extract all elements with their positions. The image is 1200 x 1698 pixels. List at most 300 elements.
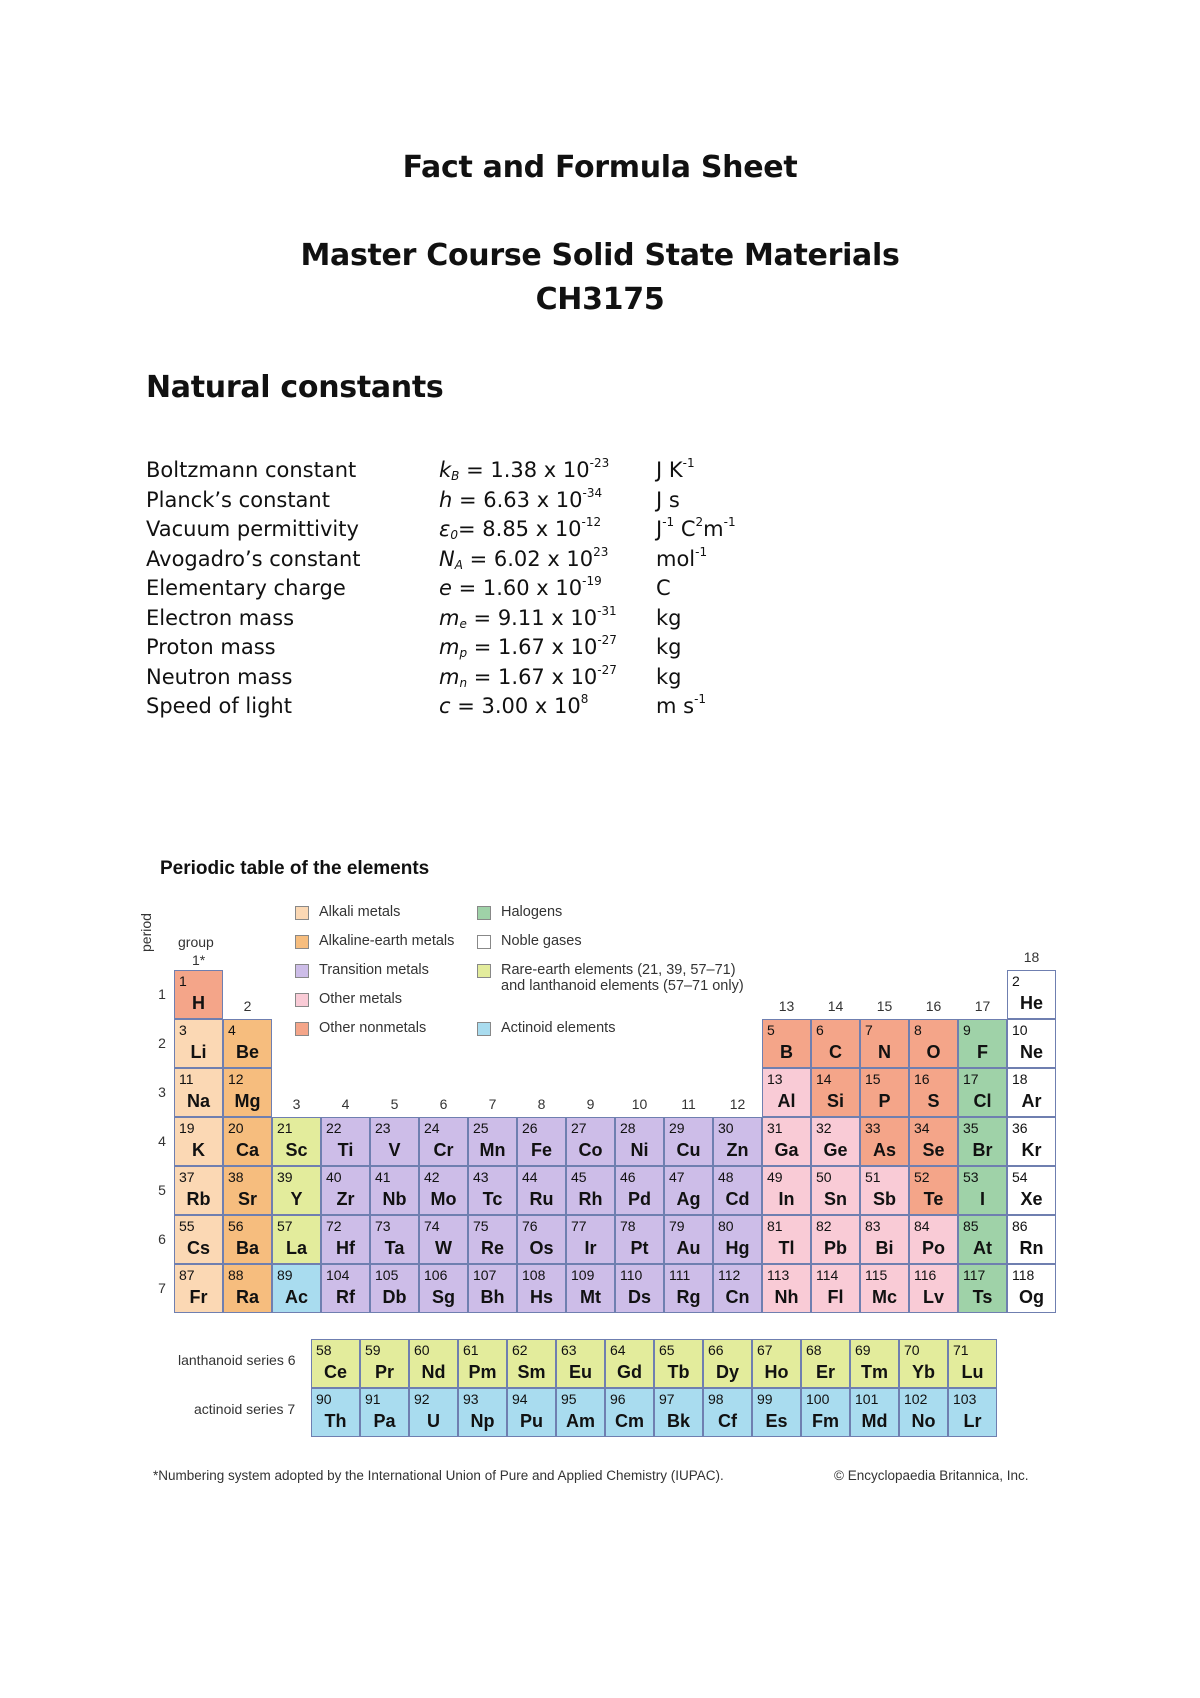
constant-name: Boltzmann constant xyxy=(146,458,357,482)
unit-text: kg xyxy=(656,664,682,689)
element-symbol: Og xyxy=(1019,1287,1044,1307)
actinoid-cell xyxy=(458,1388,507,1437)
constant-symbol-subscript: 0 xyxy=(450,528,458,542)
group-number: 2 xyxy=(243,998,252,1014)
group-number: 14 xyxy=(827,998,844,1014)
actinoid-cell xyxy=(507,1388,556,1437)
group-number: 11 xyxy=(681,1096,696,1112)
element-cell xyxy=(370,1215,419,1264)
element-cell xyxy=(419,1117,468,1166)
atomic-number: 90 xyxy=(316,1391,332,1407)
element-cell xyxy=(1007,970,1056,1019)
atomic-number: 8 xyxy=(914,1022,922,1038)
element-symbol: C xyxy=(829,1042,842,1062)
actinoid-cell xyxy=(801,1388,850,1437)
element-symbol: Li xyxy=(190,1042,207,1062)
element-symbol: Hs xyxy=(529,1287,553,1307)
atomic-number: 9 xyxy=(963,1022,971,1038)
atomic-number: 4 xyxy=(228,1022,236,1038)
element-symbol: Hg xyxy=(725,1238,750,1258)
element-symbol: Er xyxy=(815,1362,835,1382)
constant-mantissa: 6.63 x 10 xyxy=(483,487,583,512)
atomic-number: 85 xyxy=(963,1218,979,1234)
element-cell xyxy=(174,1215,223,1264)
lanthanoid-cell xyxy=(899,1339,948,1388)
lanthanoid-cell xyxy=(654,1339,703,1388)
element-symbol: Br xyxy=(972,1140,993,1160)
legend-swatch xyxy=(295,935,309,949)
constant-symbol: k xyxy=(439,458,452,482)
group-number: 4 xyxy=(341,1096,350,1112)
element-symbol: No xyxy=(911,1411,936,1431)
atomic-number: 77 xyxy=(571,1218,587,1234)
atomic-number: 107 xyxy=(473,1267,497,1283)
atomic-number: 48 xyxy=(718,1169,734,1185)
element-symbol: Na xyxy=(186,1091,210,1111)
lanthanoid-cell xyxy=(948,1339,997,1388)
legend-label: Noble gases xyxy=(501,933,582,949)
element-symbol: Ts xyxy=(972,1287,993,1307)
lanthanoid-cell xyxy=(752,1339,801,1388)
element-symbol: Sr xyxy=(237,1189,257,1209)
atomic-number: 83 xyxy=(865,1218,881,1234)
atomic-number: 66 xyxy=(708,1342,724,1358)
constant-symbol-subscript: e xyxy=(459,616,467,631)
period-number: 4 xyxy=(158,1133,166,1149)
element-symbol: Cf xyxy=(718,1411,737,1431)
element-cell xyxy=(664,1166,713,1215)
constant-exponent: 23 xyxy=(593,544,609,559)
element-cell xyxy=(272,1264,321,1313)
element-symbol: Ir xyxy=(584,1238,597,1258)
constant-name: Neutron mass xyxy=(146,664,293,689)
constant-value: $N_A = 6.02$ x $10^{23}$ xyxy=(439,544,609,572)
actinoid-cell xyxy=(752,1388,801,1437)
actinoid-cell xyxy=(654,1388,703,1437)
element-symbol: Hf xyxy=(336,1238,355,1258)
element-cell xyxy=(909,1117,958,1166)
atomic-number: 99 xyxy=(757,1391,773,1407)
element-cell xyxy=(223,1117,272,1166)
element-symbol: Cm xyxy=(614,1411,644,1431)
unit-text: mol xyxy=(656,546,696,571)
element-cell xyxy=(517,1117,566,1166)
atomic-number: 7 xyxy=(865,1022,873,1038)
element-cell xyxy=(566,1264,615,1313)
atomic-number: 102 xyxy=(904,1391,928,1407)
element-symbol: Pr xyxy=(374,1362,394,1382)
atomic-number: 89 xyxy=(277,1267,293,1283)
atomic-number: 54 xyxy=(1012,1169,1028,1185)
element-symbol: At xyxy=(973,1238,992,1258)
element-symbol: Cn xyxy=(725,1287,750,1307)
constant-symbol: m xyxy=(439,605,460,630)
element-symbol: Cl xyxy=(973,1091,992,1111)
atomic-number: 63 xyxy=(561,1342,577,1358)
element-cell xyxy=(860,1019,909,1068)
atomic-number: 116 xyxy=(914,1267,937,1283)
atomic-number: 42 xyxy=(424,1169,440,1185)
atomic-number: 79 xyxy=(669,1218,685,1234)
element-cell xyxy=(566,1117,615,1166)
element-symbol: Xe xyxy=(1020,1189,1043,1209)
element-symbol: Bi xyxy=(875,1238,894,1258)
element-cell xyxy=(762,1019,811,1068)
atomic-number: 49 xyxy=(767,1169,783,1185)
element-symbol: In xyxy=(778,1189,795,1209)
copyright-notice: © Encyclopaedia Britannica, Inc. xyxy=(834,1468,1029,1483)
period-number: 1 xyxy=(158,986,166,1002)
actinoid-series-label: actinoid series 7 xyxy=(194,1401,296,1417)
atomic-number: 98 xyxy=(708,1391,724,1407)
element-cell xyxy=(517,1215,566,1264)
unit-text: C xyxy=(656,576,671,600)
constant-symbol: m xyxy=(439,635,460,659)
element-symbol: Bh xyxy=(480,1287,505,1307)
constant-name: Electron mass xyxy=(146,605,295,630)
element-cell xyxy=(174,1117,223,1166)
atomic-number: 44 xyxy=(522,1169,538,1185)
element-cell xyxy=(1007,1117,1056,1166)
element-symbol: Pd xyxy=(627,1189,651,1209)
element-symbol: Ra xyxy=(235,1287,259,1307)
constant-value: $k_B = 1.38$ x $10^{-23}$ xyxy=(439,456,610,483)
element-symbol: F xyxy=(977,1042,988,1062)
element-symbol: Zr xyxy=(336,1189,355,1209)
lanthanoid-cell xyxy=(507,1339,556,1388)
element-symbol: Mo xyxy=(430,1189,457,1209)
actinoid-cell xyxy=(703,1388,752,1437)
atomic-number: 50 xyxy=(816,1169,832,1185)
constant-unit xyxy=(656,665,682,689)
constant-row xyxy=(146,662,846,695)
legend-label: Alkali metals xyxy=(319,904,401,920)
atomic-number: 59 xyxy=(365,1342,381,1358)
constant-exponent: -27 xyxy=(597,662,617,677)
atomic-number: 112 xyxy=(718,1267,741,1283)
element-cell xyxy=(909,1264,958,1313)
group-number: 5 xyxy=(390,1096,399,1112)
element-cell xyxy=(762,1166,811,1215)
legend-swatch xyxy=(295,993,309,1007)
element-cell xyxy=(615,1166,664,1215)
constant-name: Elementary charge xyxy=(146,576,346,600)
element-cell xyxy=(468,1215,517,1264)
element-cell xyxy=(1007,1166,1056,1215)
element-cell xyxy=(223,1019,272,1068)
element-symbol: Db xyxy=(382,1287,407,1307)
atomic-number: 43 xyxy=(473,1169,489,1185)
element-symbol: Os xyxy=(529,1238,554,1258)
element-cell xyxy=(762,1264,811,1313)
atomic-number: 86 xyxy=(1012,1218,1028,1234)
element-symbol: Nb xyxy=(382,1189,407,1209)
atomic-number: 40 xyxy=(326,1169,342,1185)
element-symbol: Th xyxy=(324,1411,347,1431)
element-symbol: Tm xyxy=(861,1362,888,1382)
atomic-number: 108 xyxy=(522,1267,546,1283)
element-symbol: Rg xyxy=(676,1287,701,1307)
element-symbol: Tb xyxy=(667,1362,690,1382)
atomic-number: 3 xyxy=(179,1022,187,1038)
group-1-label: 1* xyxy=(192,952,206,968)
constant-exponent: -34 xyxy=(582,485,603,500)
element-cell xyxy=(615,1215,664,1264)
element-cell xyxy=(223,1166,272,1215)
atomic-number: 31 xyxy=(767,1120,783,1136)
lanthanoid-series-label: lanthanoid series 6 xyxy=(178,1352,296,1368)
periodic-table-title: Periodic table of the elements xyxy=(160,858,430,879)
element-symbol: Be xyxy=(235,1042,259,1062)
constant-mantissa: 6.02 x 10 xyxy=(493,546,594,571)
element-cell xyxy=(860,1215,909,1264)
element-cell xyxy=(860,1264,909,1313)
element-cell xyxy=(419,1166,468,1215)
element-cell xyxy=(615,1264,664,1313)
atomic-number: 88 xyxy=(228,1267,244,1283)
unit-text: m xyxy=(703,517,724,541)
element-cell xyxy=(909,1068,958,1117)
element-cell xyxy=(174,1068,223,1117)
element-symbol: Y xyxy=(290,1189,303,1209)
atomic-number: 16 xyxy=(914,1071,930,1087)
constant-value: $\varepsilon_0= 8.85$ x $10^{-12}$ xyxy=(439,515,602,542)
constant-row xyxy=(146,544,846,577)
atomic-number: 15 xyxy=(865,1071,881,1087)
constant-symbol-subscript: n xyxy=(459,675,468,690)
element-symbol: Ga xyxy=(774,1140,799,1160)
legend-label: Transition metals xyxy=(319,962,429,978)
element-cell xyxy=(762,1068,811,1117)
atomic-number: 95 xyxy=(561,1391,577,1407)
atomic-number: 6 xyxy=(816,1022,824,1038)
legend-swatch xyxy=(477,935,491,949)
element-symbol: Dy xyxy=(715,1362,739,1382)
element-symbol: Cr xyxy=(433,1140,454,1160)
element-symbol: Pa xyxy=(373,1411,396,1431)
iupac-footnote: *Numbering system adopted by the International Union of Pure and Applied Chemistry (IUPAC). xyxy=(153,1468,724,1483)
element-cell xyxy=(174,1166,223,1215)
constant-value: e = 1.60 x $10^{-19}$ xyxy=(439,574,602,600)
constant-mantissa: 1.67 x 10 xyxy=(498,635,598,659)
element-symbol: Bk xyxy=(666,1411,690,1431)
element-symbol: Mn xyxy=(479,1140,506,1160)
constant-row xyxy=(146,517,846,547)
atomic-number: 62 xyxy=(512,1342,528,1358)
element-symbol: Np xyxy=(470,1411,495,1431)
atomic-number: 96 xyxy=(610,1391,626,1407)
constant-unit xyxy=(656,576,671,600)
element-symbol: Mt xyxy=(580,1287,601,1307)
atomic-number: 12 xyxy=(228,1071,244,1087)
element-cell xyxy=(321,1117,370,1166)
constant-row xyxy=(146,635,846,665)
element-cell xyxy=(762,1215,811,1264)
element-cell xyxy=(958,1068,1007,1117)
atomic-number: 91 xyxy=(365,1391,381,1407)
constant-symbol: m xyxy=(439,664,460,689)
element-symbol: O xyxy=(926,1042,941,1062)
element-cell xyxy=(174,970,223,1019)
element-cell xyxy=(566,1166,615,1215)
lanthanoid-cell xyxy=(850,1339,899,1388)
course-title: Master Course Solid State Materials xyxy=(300,238,900,273)
constant-unit xyxy=(656,488,680,512)
element-symbol: Sg xyxy=(431,1287,455,1307)
atomic-number: 104 xyxy=(326,1267,350,1283)
element-cell xyxy=(272,1215,321,1264)
legend-label: Actinoid elements xyxy=(501,1020,616,1036)
atomic-number: 103 xyxy=(953,1391,977,1407)
atomic-number: 2 xyxy=(1012,973,1020,989)
atomic-number: 82 xyxy=(816,1218,832,1234)
atomic-number: 17 xyxy=(963,1071,979,1087)
element-symbol: Ne xyxy=(1019,1042,1043,1062)
constant-name: Planck’s constant xyxy=(146,487,330,512)
actinoid-cell xyxy=(409,1388,458,1437)
element-symbol: He xyxy=(1019,993,1043,1013)
element-symbol: Po xyxy=(921,1238,945,1258)
element-cell xyxy=(370,1264,419,1313)
actinoid-cell xyxy=(948,1388,997,1437)
constant-exponent: -12 xyxy=(581,515,602,529)
atomic-number: 24 xyxy=(424,1120,440,1136)
element-symbol: Ar xyxy=(1021,1091,1042,1111)
constant-name: Proton mass xyxy=(146,635,276,659)
constant-mantissa: 9.11 x 10 xyxy=(497,605,598,630)
element-symbol: Yb xyxy=(911,1362,935,1382)
atomic-number: 94 xyxy=(512,1391,528,1407)
element-symbol: Ni xyxy=(630,1140,649,1160)
legend-swatch xyxy=(295,964,309,978)
constant-mantissa: 1.60 x 10 xyxy=(482,576,583,600)
constant-name: Avogadro’s constant xyxy=(146,546,361,571)
element-symbol: Cd xyxy=(725,1189,750,1209)
legend-label-line2: and lanthanoid elements (57–71 only) xyxy=(501,978,744,994)
element-cell xyxy=(272,1166,321,1215)
atomic-number: 61 xyxy=(463,1342,479,1358)
element-cell xyxy=(517,1264,566,1313)
lanthanoid-cell xyxy=(801,1339,850,1388)
unit-text: m s xyxy=(656,694,695,718)
element-cell xyxy=(1007,1264,1056,1313)
element-symbol: Ta xyxy=(384,1238,405,1258)
unit-exponent: -1 xyxy=(662,515,675,529)
element-cell xyxy=(713,1166,762,1215)
element-symbol: Pt xyxy=(630,1238,649,1258)
lanthanoid-cell xyxy=(458,1339,507,1388)
atomic-number: 69 xyxy=(855,1342,871,1358)
group-number: 12 xyxy=(729,1096,746,1112)
atomic-number: 101 xyxy=(855,1391,879,1407)
atomic-number: 76 xyxy=(522,1218,538,1234)
group-number: 15 xyxy=(876,998,893,1014)
element-symbol: H xyxy=(192,993,205,1013)
document-title: Fact and Formula Sheet xyxy=(402,150,798,185)
constant-symbol: N xyxy=(439,546,455,571)
atomic-number: 13 xyxy=(767,1071,783,1087)
atomic-number: 75 xyxy=(473,1218,489,1234)
element-symbol: Mg xyxy=(234,1091,261,1111)
element-cell xyxy=(468,1264,517,1313)
element-symbol: Ge xyxy=(823,1140,848,1160)
element-cell xyxy=(272,1117,321,1166)
atomic-number: 51 xyxy=(865,1169,881,1185)
atomic-number: 41 xyxy=(375,1169,391,1185)
unit-text: J K xyxy=(656,458,683,482)
atomic-number: 39 xyxy=(277,1169,293,1185)
element-symbol: Md xyxy=(861,1411,888,1431)
atomic-number: 21 xyxy=(277,1120,293,1136)
atomic-number: 1 xyxy=(179,973,187,989)
element-symbol: Cu xyxy=(676,1140,701,1160)
atomic-number: 5 xyxy=(767,1022,775,1038)
element-symbol: Lv xyxy=(922,1287,944,1307)
constant-value: $m_e = 9.11$ x $10^{-31}$ xyxy=(439,603,617,631)
constants-table xyxy=(146,458,846,724)
legend-label: Rare-earth elements (21, 39, 57–71) xyxy=(501,962,736,978)
element-symbol: Ca xyxy=(235,1140,259,1160)
actinoid-cell xyxy=(556,1388,605,1437)
atomic-number: 33 xyxy=(865,1120,881,1136)
element-symbol: W xyxy=(435,1238,452,1258)
element-symbol: As xyxy=(872,1140,896,1160)
atomic-number: 34 xyxy=(914,1120,930,1136)
element-symbol: Rh xyxy=(578,1189,603,1209)
element-cell xyxy=(860,1117,909,1166)
element-cell xyxy=(909,1215,958,1264)
atomic-number: 84 xyxy=(914,1218,930,1234)
element-cell xyxy=(223,1215,272,1264)
element-symbol: Eu xyxy=(568,1362,592,1382)
atomic-number: 22 xyxy=(326,1120,342,1136)
atomic-number: 114 xyxy=(816,1267,839,1283)
element-symbol: Te xyxy=(923,1189,944,1209)
constant-value: $m_n = 1.67$ x $10^{-27}$ xyxy=(439,662,617,690)
element-symbol: Es xyxy=(765,1411,788,1431)
group-number: 8 xyxy=(537,1096,546,1112)
constant-symbol-subscript: A xyxy=(454,557,463,572)
element-cell xyxy=(713,1117,762,1166)
element-symbol: Tc xyxy=(482,1189,503,1209)
element-symbol: Re xyxy=(480,1238,504,1258)
element-symbol: Pm xyxy=(468,1362,497,1382)
element-cell xyxy=(811,1264,860,1313)
group-number: 3 xyxy=(292,1096,301,1112)
constant-unit xyxy=(656,544,708,571)
period-number: 3 xyxy=(158,1084,166,1100)
atomic-number: 46 xyxy=(620,1169,636,1185)
element-cell xyxy=(811,1215,860,1264)
element-cell xyxy=(664,1215,713,1264)
element-symbol: Se xyxy=(922,1140,945,1160)
element-cell xyxy=(860,1166,909,1215)
constant-unit xyxy=(656,694,706,718)
element-cell xyxy=(1007,1068,1056,1117)
element-cell xyxy=(1007,1215,1056,1264)
constant-symbol: e xyxy=(439,576,452,600)
atomic-number: 71 xyxy=(953,1342,969,1358)
element-symbol: Sn xyxy=(823,1189,847,1209)
legend-label: Alkaline-earth metals xyxy=(319,933,455,949)
element-cell xyxy=(664,1264,713,1313)
group-number: 17 xyxy=(974,998,991,1014)
atomic-number: 105 xyxy=(375,1267,399,1283)
element-symbol: Co xyxy=(578,1140,603,1160)
atomic-number: 78 xyxy=(620,1218,636,1234)
element-cell xyxy=(713,1264,762,1313)
atomic-number: 57 xyxy=(277,1218,293,1234)
